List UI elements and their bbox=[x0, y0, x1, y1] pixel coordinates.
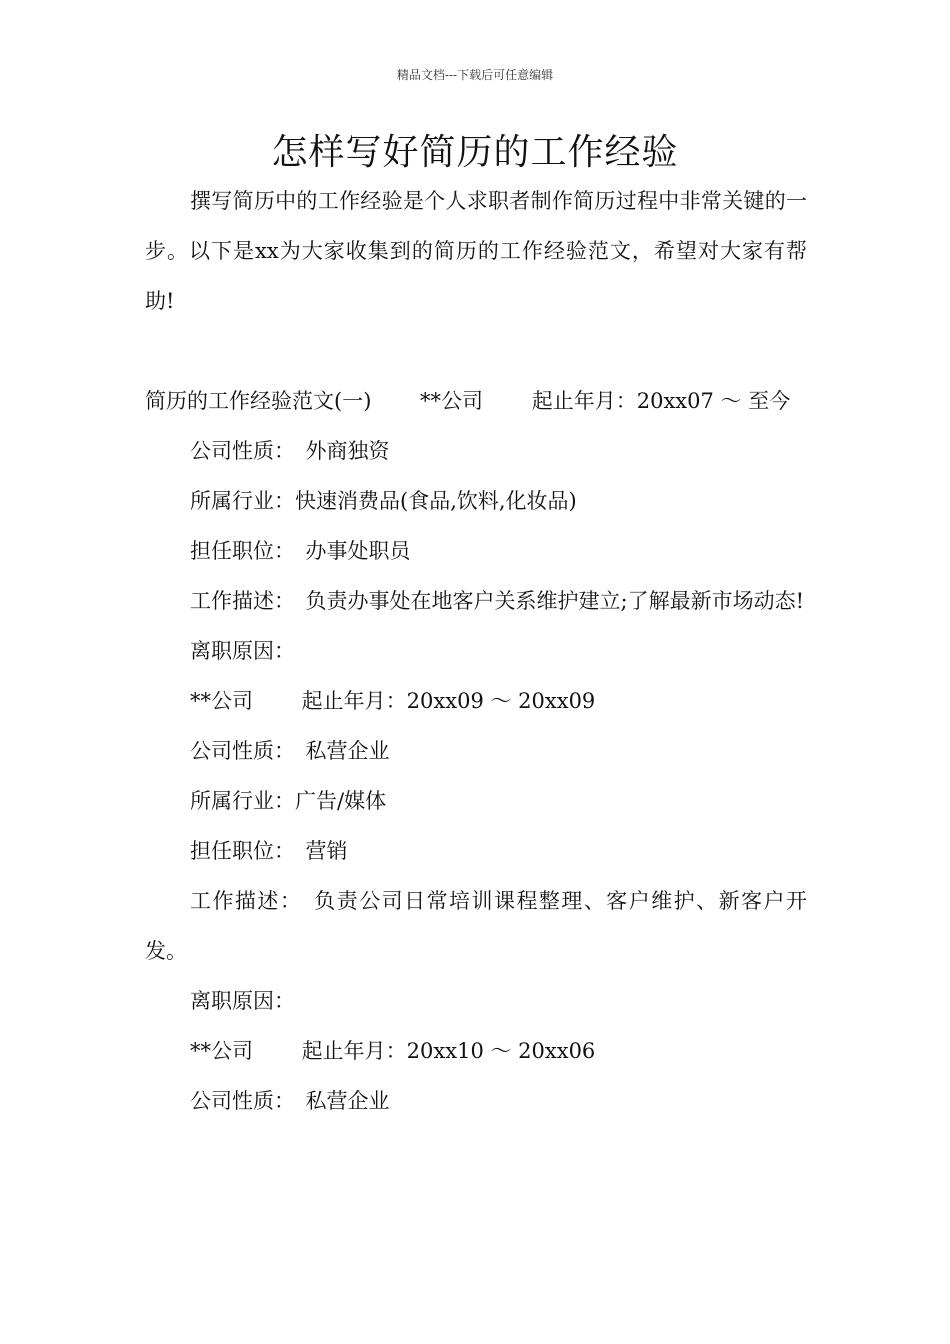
company-period: **公司 起止年月：20xx09 ～ 20xx09 bbox=[190, 689, 596, 713]
sample-heading: 简历的工作经验范文(一) **公司 起止年月：20xx07 ～ 至今 bbox=[145, 389, 791, 413]
company-period: **公司 起止年月：20xx10 ～ 20xx06 bbox=[190, 1039, 596, 1063]
job-description: 工作描述： 负责公司日常培训课程整理、客户维护、新客户开发。 bbox=[145, 889, 807, 963]
job-description: 工作描述： 负责办事处在地客户关系维护建立;了解最新市场动态! bbox=[190, 589, 805, 613]
leave-reason: 离职原因： bbox=[190, 989, 295, 1013]
job-position: 担任职位： 办事处职员 bbox=[190, 539, 411, 563]
leave-reason: 离职原因： bbox=[190, 639, 295, 663]
job-position: 担任职位： 营销 bbox=[190, 839, 348, 863]
blank-line bbox=[145, 326, 807, 376]
intro-paragraph: 撰写简历中的工作经验是个人求职者制作简历过程中非常关键的一步。以下是xx为大家收集到的简历的工作经验范文，希望对大家有帮助! bbox=[145, 189, 807, 313]
company-industry: 所属行业：广告/媒体 bbox=[190, 789, 387, 813]
document-title: 怎样写好简历的工作经验 bbox=[271, 132, 679, 173]
company-industry: 所属行业：快速消费品(食品,饮料,化妆品) bbox=[190, 489, 577, 513]
company-nature: 公司性质： 私营企业 bbox=[190, 1089, 390, 1113]
company-nature: 公司性质： 私营企业 bbox=[190, 739, 390, 763]
document-body bbox=[145, 176, 807, 1126]
company-nature: 公司性质： 外商独资 bbox=[190, 439, 390, 463]
header-note: 精品文档---下载后可任意编辑 bbox=[396, 68, 554, 82]
